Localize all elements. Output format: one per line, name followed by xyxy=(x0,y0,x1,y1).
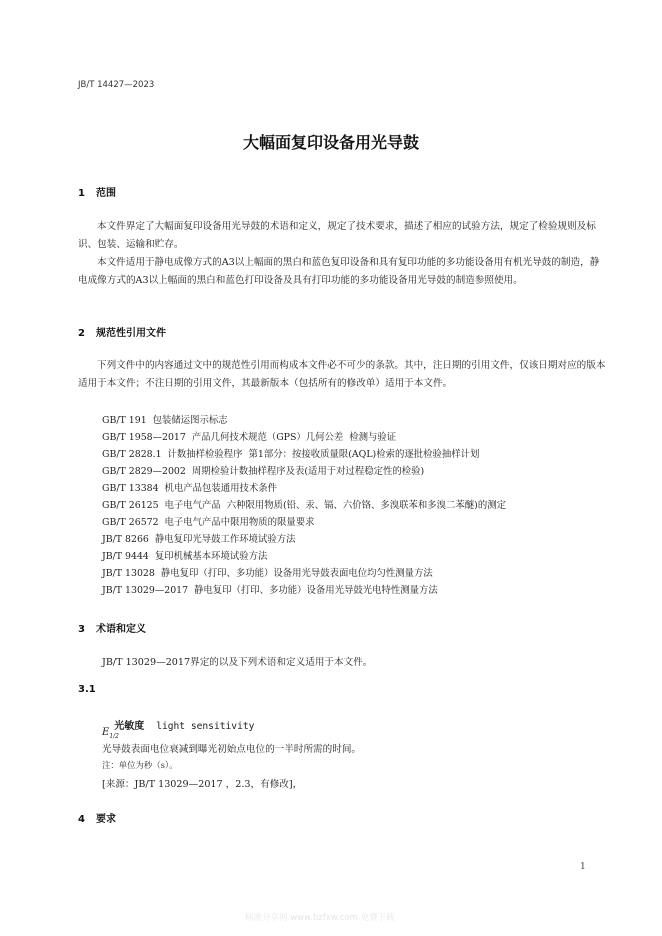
page-number: 1 xyxy=(580,862,586,872)
reference-item: JB/T 9444 复印机械基本环境试验方法 xyxy=(102,551,268,562)
symbol-main: E xyxy=(102,727,110,738)
term-chinese: 光敏度 xyxy=(114,721,145,732)
reference-item: GB/T 2828.1 计数抽样检验程序 第1部分：按接收质量限(AQL)检索的逐批检验抽样计划 xyxy=(102,449,480,460)
references-intro: 下列文件中的内容通过文中的规范性引用而构成本文件必不可少的条款。其中，注日期的引用文件，仅该日期对应的版本适用于本文件；不注日期的引用文件，其最新版本（包括所有的修改单）适用于本文件。 xyxy=(78,360,606,390)
reference-item: GB/T 191 包装储运图示标志 xyxy=(102,415,228,426)
reference-item: JB/T 8266 静电复印光导鼓工作环境试验方法 xyxy=(102,534,296,545)
reference-item: JB/T 13028 静电复印（打印、多功能）设备用光导鼓表面电位均匀性测量方法 xyxy=(102,568,433,579)
reference-item: GB/T 1958—2017 产品几何技术规范（GPS）几何公差 检测与验证 xyxy=(102,432,397,443)
term-source: [来源：JB/T 13029—2017 ，2.3，有修改]， xyxy=(102,779,303,790)
section-3-title: 术语和定义 xyxy=(96,624,146,635)
reference-item: GB/T 26572 电子电气产品中限用物质的限量要求 xyxy=(102,517,315,528)
document-code: JB/T 14427—2023 xyxy=(78,80,155,90)
symbol-subscript: 1/2 xyxy=(109,733,119,740)
reference-item: JB/T 13029—2017 静电复印（打印、多功能）设备用光导鼓光电特性测量方法 xyxy=(102,585,438,596)
section-3-heading xyxy=(78,620,146,635)
section-4-heading xyxy=(78,810,116,825)
term-entry xyxy=(102,706,254,743)
section-2-title: 规范性引用文件 xyxy=(96,328,166,339)
section-1-title: 范围 xyxy=(96,188,116,199)
section-1-number: 1 xyxy=(78,188,85,199)
term-note: 注：单位为秒（s）。 xyxy=(102,760,178,770)
term-symbol xyxy=(102,727,119,740)
scope-paragraph-2: 本文件适用于静电成像方式的A3以上幅面的黑白和蓝色复印设备和具有复印功能的多功能设备用有机光导鼓的制造，静电成像方式的A3以上幅面的黑白和蓝色打印设备及具有打印功能的多功能设备用光导鼓的制造参照使用。 xyxy=(78,257,600,287)
reference-item: GB/T 13384 机电产品包装通用技术条件 xyxy=(102,483,278,494)
section-2-heading xyxy=(78,324,166,339)
terms-intro: JB/T 13029—2017界定的以及下列术语和定义适用于本文件。 xyxy=(102,657,373,668)
reference-item: GB/T 2829—2002 周期检验计数抽样程序及表(适用于对过程稳定性的检验) xyxy=(102,466,425,477)
section-1-heading xyxy=(78,184,116,199)
subsection-3-1-number: 3.1 xyxy=(78,684,96,695)
section-4-title: 要求 xyxy=(96,814,116,825)
term-definition: 光导鼓表面电位衰减到曝光初始点电位的一半时所需的时间。 xyxy=(102,744,362,755)
section-2-number: 2 xyxy=(78,328,85,339)
section-4-number: 4 xyxy=(78,814,85,825)
term-english: light sensitivity xyxy=(156,721,255,732)
page-title: 大幅面复印设备用光导鼓 xyxy=(242,133,419,152)
section-3-number: 3 xyxy=(78,624,85,635)
scope-paragraph-1: 本文件界定了大幅面复印设备用光导鼓的术语和定义，规定了技术要求，描述了相应的试验方法，规定了检验规则及标识、包装、运输和贮存。 xyxy=(78,221,596,251)
reference-item: GB/T 26125 电子电气产品 六种限用物质(铅、汞、镉、六价铬、多溴联苯和多溴二苯醚)的测定 xyxy=(102,500,506,511)
watermark: 标准分享网 www.bzfxw.com 免费下载 xyxy=(245,913,395,923)
